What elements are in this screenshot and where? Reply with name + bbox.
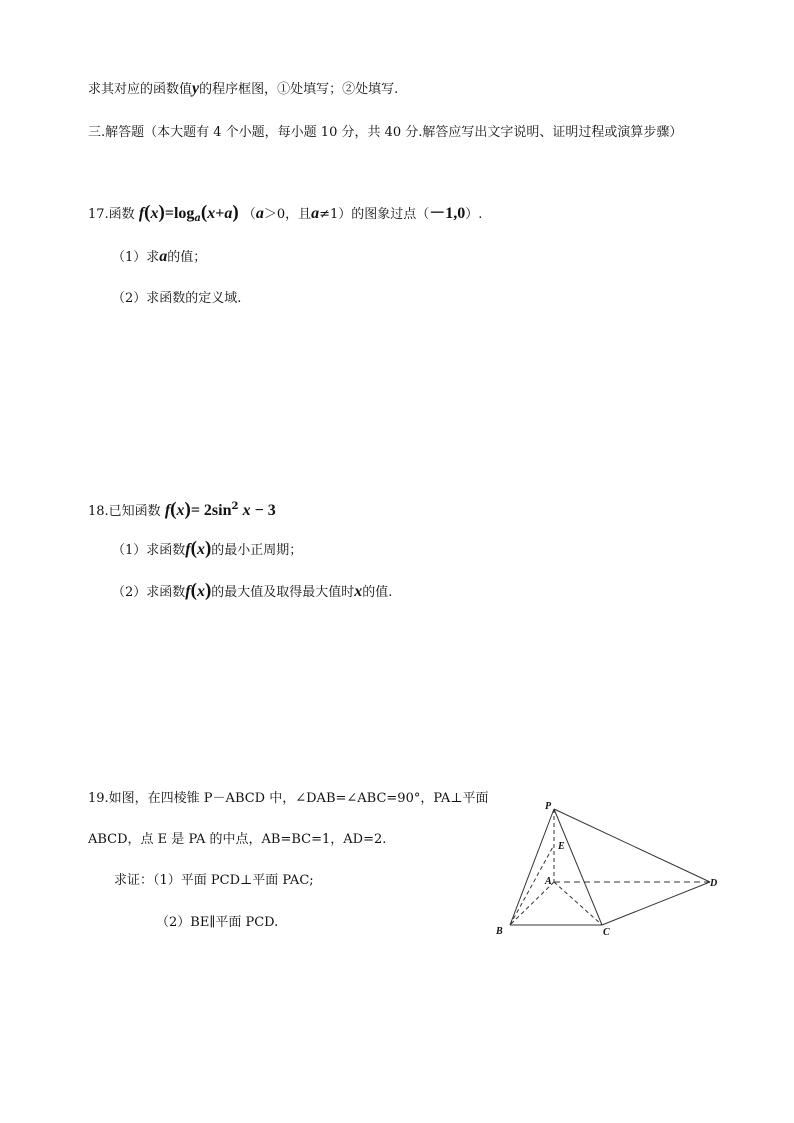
q19-proof2: （2）BE∥平面 PCD.: [156, 915, 279, 930]
q17-cond-gt: ＞0，且: [263, 207, 312, 222]
q18-part2-var: x: [354, 583, 363, 600]
q17-arg-x: x: [207, 205, 216, 222]
edge-pd: [554, 809, 710, 882]
label-d: D: [710, 878, 718, 889]
q18-rhs-pre: = 2sin: [190, 502, 232, 519]
q19-line1: 19.如图，在四棱锥 P－ABCD 中，∠DAB=∠ABC=90°，PA⊥平面: [88, 791, 489, 806]
q18-part1-tail: 的最小正周期；: [211, 543, 303, 558]
q17-point: －1,0: [429, 205, 466, 222]
q17-arg-a: a: [224, 205, 233, 222]
q18-part1-label: （1）求函数: [112, 543, 186, 558]
q17-paren-open: (: [144, 202, 151, 223]
q18-part2-close: ): [204, 580, 212, 601]
q18-number: 18.已知函数: [88, 504, 161, 519]
q17-cond-ne: ≠1）的图象过点（: [319, 207, 430, 222]
q17-part1-tail: 的值；: [167, 250, 207, 265]
edge-pb: [510, 809, 554, 925]
q17-arg-open: (: [200, 202, 208, 223]
intro-text-before: 求其对应的函数值: [88, 82, 193, 97]
label-e: E: [558, 841, 565, 852]
q17-part2: （2）求函数的定义域.: [112, 291, 242, 306]
edge-pc: [554, 809, 602, 925]
q18-statement: [88, 498, 276, 521]
q17-cond-a1: a: [255, 205, 264, 222]
edge-cd: [602, 882, 710, 925]
q18-part2: [112, 582, 392, 602]
q19-line2: ABCD，点 E 是 PA 的中点，AB=BC=1，AD=2.: [88, 832, 387, 847]
q17-x: x: [150, 205, 159, 222]
q17-log: log: [173, 205, 195, 222]
intro-var-y: y: [192, 80, 200, 97]
intro-line: [88, 80, 398, 99]
q18-part1-open: (: [190, 538, 197, 559]
q18-rhs-x: x: [242, 502, 251, 519]
q18-part2-open: (: [190, 580, 197, 601]
q17-eq: =: [164, 205, 174, 222]
q17-statement: [88, 204, 482, 228]
q17-part1-var: a: [159, 248, 168, 265]
q17-cond-a2: a: [311, 205, 320, 222]
edge-ab: [510, 882, 554, 925]
pyramid-figure: [490, 795, 730, 945]
q18-part1: [112, 540, 302, 560]
q18-rhs-post: − 3: [250, 502, 276, 519]
q18-x: x: [176, 502, 185, 519]
q18-part2-label: （2）求函数: [112, 585, 186, 600]
edge-ac: [554, 882, 602, 925]
q17-log-base: a: [194, 213, 201, 224]
section-heading: 三.解答题（本大题有 4 个小题，每小题 10 分，共 40 分.解答应写出文字说明、证明过程或演算步骤）: [88, 125, 683, 140]
q17-paren-close: ): [158, 202, 165, 223]
q18-part2-tail: 的值.: [362, 585, 393, 600]
q18-part1-close: ): [204, 538, 212, 559]
q18-square: 2: [231, 501, 239, 512]
q17-part1-label: （1）求: [112, 250, 160, 265]
q18-part2-mid: 的最大值及取得最大值时: [211, 585, 355, 600]
q19-proof1: 求证：（1）平面 PCD⊥平面 PAC;: [114, 873, 314, 888]
q18-f: f: [164, 502, 171, 519]
label-p: P: [545, 801, 552, 812]
q17-part1: [112, 248, 206, 267]
q18-part2-f: f: [185, 583, 191, 600]
q18-part1-x: x: [196, 541, 205, 558]
q17-plus: +: [215, 205, 225, 222]
q17-cond-close: ）.: [465, 207, 483, 222]
q17-cond-open: （: [242, 207, 256, 222]
intro-text-after: 的程序框图，①处填写；②处填写.: [199, 82, 399, 97]
label-a: A: [545, 876, 552, 887]
q17-f: f: [138, 205, 145, 222]
q17-arg-close: ): [232, 202, 239, 223]
label-c: C: [603, 927, 610, 938]
label-b: B: [496, 926, 503, 937]
q18-part2-x: x: [196, 583, 205, 600]
q18-paren-close: ): [184, 499, 191, 520]
q18-part1-f: f: [185, 541, 191, 558]
q17-number: 17.函数: [88, 207, 135, 222]
q18-paren-open: (: [170, 499, 177, 520]
